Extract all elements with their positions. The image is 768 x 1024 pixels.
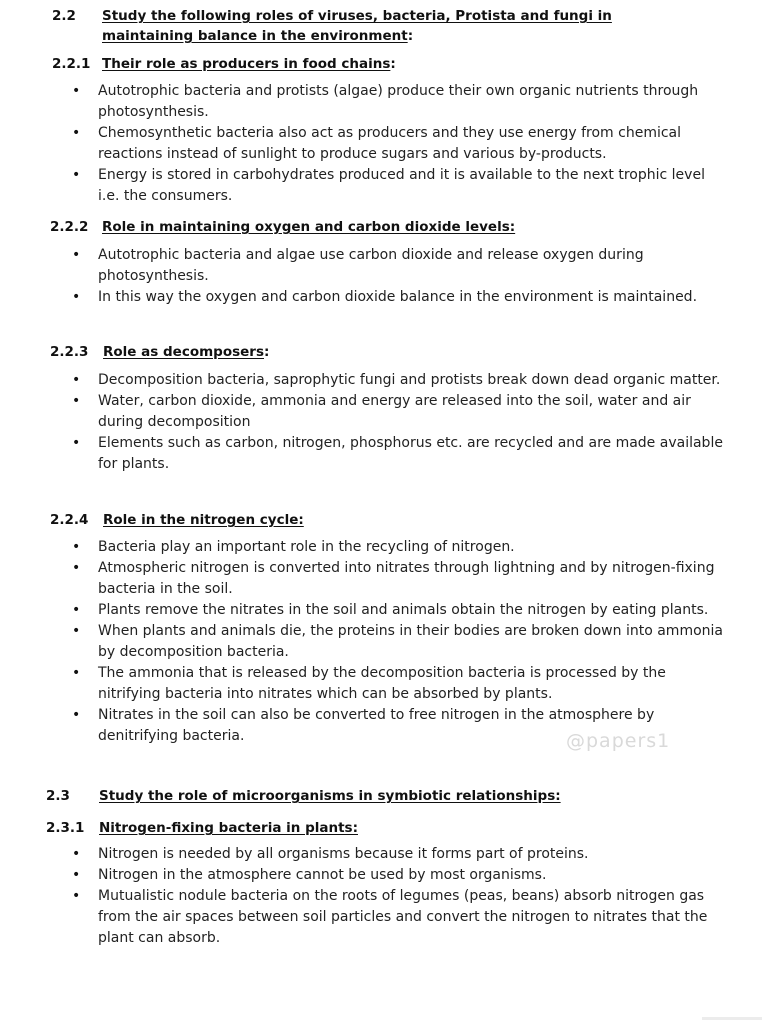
list-item: • Nitrogen is needed by all organisms because it forms part of proteins. <box>70 844 730 865</box>
list-item: • Plants remove the nitrates in the soil and animals obtain the nitrogen by eating plants. <box>70 600 730 621</box>
bullet-list-2-3-1 <box>70 844 730 949</box>
list-item: • Bacteria play an important role in the recycling of nitrogen. <box>70 537 730 558</box>
section-heading-2-3-1 <box>46 818 736 838</box>
section-title: Role in the nitrogen cycle: <box>103 512 304 528</box>
section-heading-2-3 <box>46 786 736 806</box>
list-item: • Nitrates in the soil can also be converted to free nitrogen in the atmosphere by denitrifying bacteria. <box>70 705 730 747</box>
list-item: • Autotrophic bacteria and algae use carbon dioxide and release oxygen during photosynthesis. <box>70 245 730 287</box>
section-title: Study the following roles of viruses, bacteria, Protista and fungi in maintaining balance in the environment: <box>102 8 612 44</box>
bullet-list-2-2-1 <box>70 81 730 207</box>
section-heading-2-2-2 <box>50 217 740 237</box>
section-number: 2.3.1 <box>46 820 85 836</box>
section-number: 2.2 <box>52 8 76 24</box>
list-item: • Elements such as carbon, nitrogen, phosphorus etc. are recycled and are made available for plants. <box>70 433 730 475</box>
section-title: Study the role of microorganisms in symbiotic relationships: <box>99 788 561 804</box>
section-number: 2.2.4 <box>50 512 89 528</box>
section-heading-2-2-4 <box>50 510 740 530</box>
list-item: • Nitrogen in the atmosphere cannot be used by most organisms. <box>70 865 730 886</box>
section-title: Role in maintaining oxygen and carbon dioxide levels: <box>102 219 516 235</box>
section-number: 2.3 <box>46 788 70 804</box>
section-title: Role as decomposers: <box>103 344 270 360</box>
list-item: • The ammonia that is released by the decomposition bacteria is processed by the nitrifying bacteria into nitrates which can be absorbed by plants. <box>70 663 730 705</box>
section-title: Nitrogen-fixing bacteria in plants: <box>99 820 358 836</box>
list-item: • Chemosynthetic bacteria also act as producers and they use energy from chemical reactions instead of sunlight to produce sugars and various by-products. <box>70 123 730 165</box>
bullet-list-2-2-4 <box>70 537 730 747</box>
list-item: • Atmospheric nitrogen is converted into nitrates through lightning and by nitrogen-fixing bacteria in the soil. <box>70 558 730 600</box>
list-item: • Mutualistic nodule bacteria on the roots of legumes (peas, beans) absorb nitrogen gas from the air spaces between soil particles and convert the nitrogen to nitrates that the plant can absorb. <box>70 886 730 949</box>
list-item: • Decomposition bacteria, saprophytic fungi and protists break down dead organic matter. <box>70 370 730 391</box>
list-item: • Water, carbon dioxide, ammonia and energy are released into the soil, water and air during decomposition <box>70 391 730 433</box>
section-title: Their role as producers in food chains: <box>102 56 396 72</box>
section-heading-2-2-1 <box>52 54 742 74</box>
list-item: • Energy is stored in carbohydrates produced and it is available to the next trophic level i.e. the consumers. <box>70 165 730 207</box>
list-item: • In this way the oxygen and carbon dioxide balance in the environment is maintained. <box>70 287 730 308</box>
page-edge-mark <box>702 1017 762 1020</box>
section-number: 2.2.3 <box>50 344 89 360</box>
list-item: • When plants and animals die, the proteins in their bodies are broken down into ammonia by decomposition bacteria. <box>70 621 730 663</box>
section-heading-2-2 <box>52 6 742 46</box>
section-number: 2.2.1 <box>52 56 91 72</box>
watermark: @papers1 <box>566 730 671 752</box>
bullet-list-2-2-2 <box>70 245 730 308</box>
bullet-list-2-2-3 <box>70 370 730 475</box>
list-item: • Autotrophic bacteria and protists (algae) produce their own organic nutrients through photosynthesis. <box>70 81 730 123</box>
section-heading-2-2-3 <box>50 342 740 362</box>
section-number: 2.2.2 <box>50 219 89 235</box>
